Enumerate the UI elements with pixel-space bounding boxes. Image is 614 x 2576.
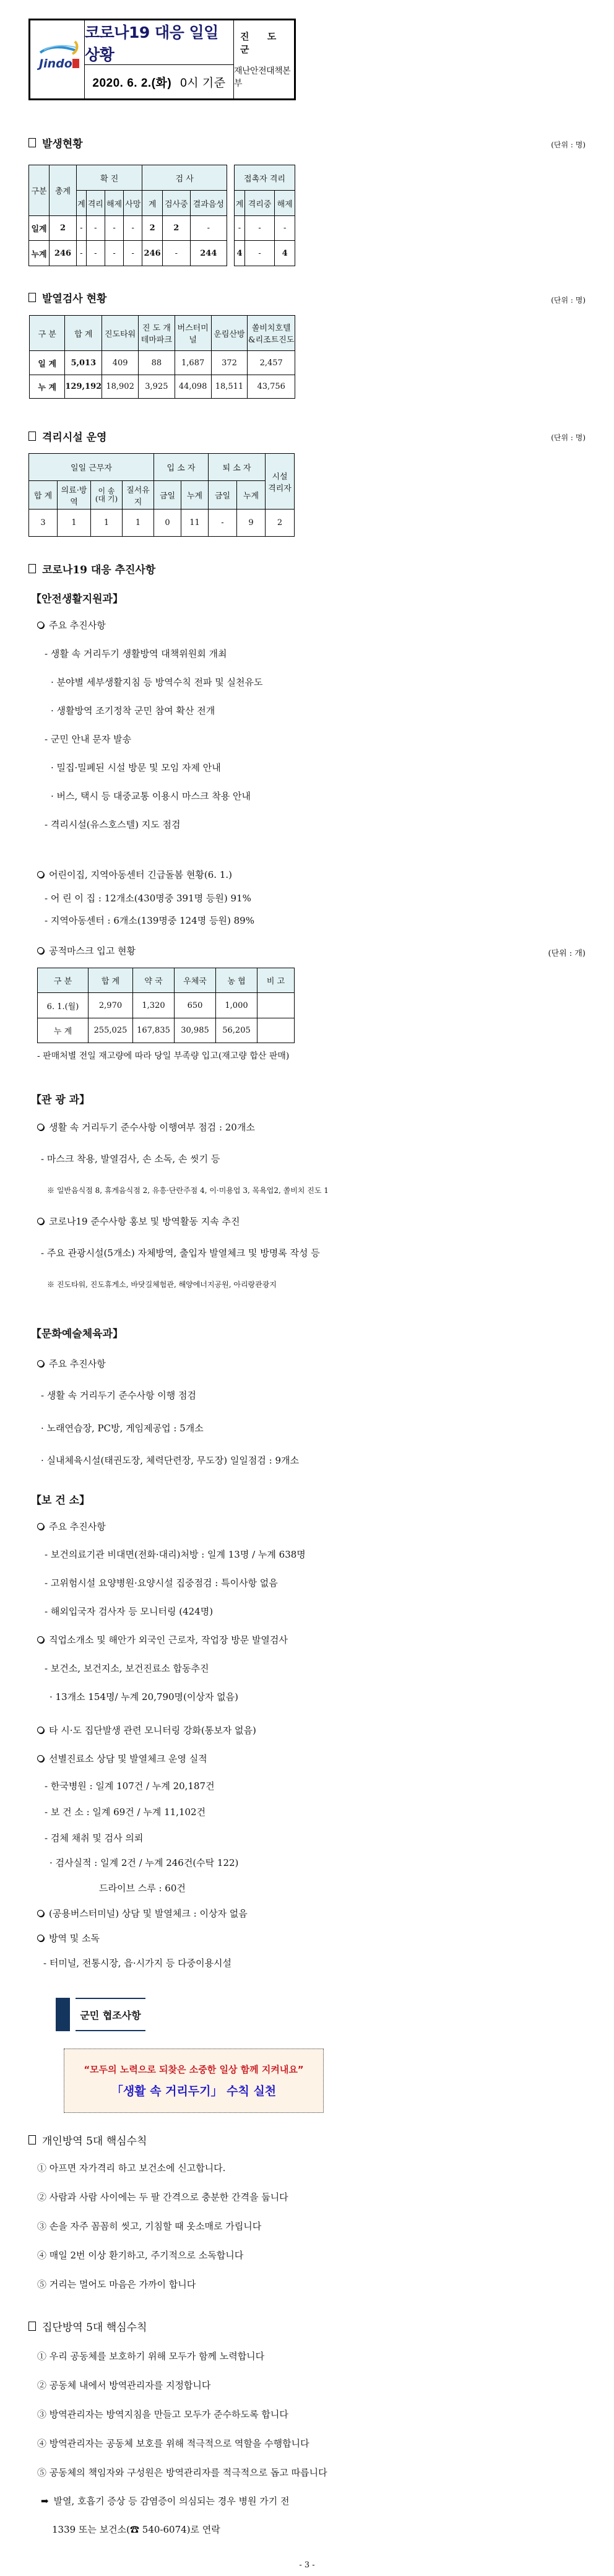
report-date: 2020. 6. 2.(화) bbox=[92, 76, 172, 90]
checkbox-square-icon bbox=[28, 432, 36, 441]
report-title: 코로나19 대응 일일 상황 bbox=[85, 23, 218, 64]
org-dept: 재난안전대책본부 bbox=[234, 66, 291, 89]
circle-bullet-icon bbox=[37, 1755, 44, 1762]
contact-note: ➡ 발열, 호흡기 증상 등 감염증이 의심되는 경우 병원 가기 전 bbox=[41, 2496, 290, 2507]
section-marker-bar bbox=[56, 1998, 70, 2031]
table-row: 누계 246 - - - - 246 - 244 bbox=[29, 241, 227, 266]
list-item: - 검체 채취 및 검사 의뢰 bbox=[45, 1832, 144, 1844]
circle-bullet-icon bbox=[37, 871, 44, 878]
list-item: - 해외입국자 검사자 등 모니터링 (424명) bbox=[45, 1606, 214, 1617]
rule-item: ③ 손을 자주 꼼꼼히 씻고, 기침할 때 옷소매로 가립니다 bbox=[37, 2221, 262, 2232]
dept-safety: 【안전생활지원과】 bbox=[31, 593, 123, 605]
list-item: 코로나19 준수사항 홍보 및 방역활동 지속 추진 bbox=[37, 1215, 240, 1228]
list-item: 생활 속 거리두기 준수사항 이행여부 점검 : 20개소 bbox=[37, 1121, 255, 1134]
mask-note: - 판매처별 전일 재고량에 따라 당일 부족량 입고(재고량 합산 판매) bbox=[37, 1051, 290, 1061]
occurrence-table: 구분 총계 확 진 검 사 계 격리 해제 사망 계 검사중 결과음성 일계 2 - - - - 2 2 - 누계 246 - - - - 246 - 244 bbox=[28, 165, 227, 266]
section-response-heading: 코로나19 대응 추진사항 bbox=[28, 561, 155, 576]
list-item: · 분야별 세부생활지침 등 방역수칙 전파 및 실천유도 bbox=[51, 677, 263, 688]
dept-health: 【보 건 소】 bbox=[31, 1494, 90, 1507]
circle-bullet-icon bbox=[37, 1124, 44, 1130]
list-item: 방역 및 소독 bbox=[37, 1932, 100, 1945]
svg-text:Jindo: Jindo bbox=[39, 57, 72, 71]
unit-label: (단위 : 명) bbox=[551, 433, 586, 442]
table-row: 누 계 129,192 18,902 3,925 44,098 18,511 43,756 bbox=[30, 375, 295, 399]
circle-bullet-icon bbox=[37, 947, 44, 954]
list-item: - 터미널, 전통시장, 읍·시가지 등 다중이용시설 bbox=[43, 1958, 232, 1969]
table-row: 6. 1.(월) 2,970 1,320 650 1,000 bbox=[38, 993, 295, 1018]
list-item: · 생활방역 조기정착 군민 참여 확산 전개 bbox=[51, 705, 215, 716]
group-rules-heading: 집단방역 5대 핵심수칙 bbox=[28, 2318, 147, 2334]
org-name: 진 도 군 bbox=[240, 31, 284, 55]
list-item: - 주요 관광시설(5개소) 자체방역, 출입자 발열체크 및 방명록 작성 등 bbox=[41, 1247, 320, 1259]
contact-table: 접촉자 격리 계 격리중 해제 - - - 4 - 4 bbox=[234, 165, 295, 266]
list-item: - 보건소, 보건지소, 보건진료소 합동추진 bbox=[45, 1663, 209, 1674]
list-item: · 노래연습장, PC방, 게임제공업 : 5개소 bbox=[41, 1423, 204, 1434]
rule-item: ① 우리 공동체를 보호하기 위해 모두가 함께 노력합니다 bbox=[37, 2351, 265, 2362]
circle-bullet-icon bbox=[37, 1935, 44, 1941]
checkbox-square-icon bbox=[28, 2322, 36, 2331]
list-item: · 검사실적 : 일계 2건 / 누계 246건(수탁 122) bbox=[50, 1857, 239, 1868]
rule-item: ④ 매일 2번 이상 환기하고, 주기적으로 소독합니다 bbox=[37, 2250, 244, 2261]
list-item: 공적마스크 입고 현황 bbox=[37, 944, 136, 957]
unit-label: (단위 : 명) bbox=[551, 141, 586, 149]
checkbox-square-icon bbox=[28, 293, 36, 302]
slogan-line-1: “모두의 노력으로 되찾은 소중한 일상 함께 지켜내요” bbox=[84, 2064, 304, 2075]
list-item: - 보건의료기관 비대면(전화·대리)처방 : 일계 13명 / 누계 638명 bbox=[45, 1549, 306, 1560]
title-cell bbox=[85, 20, 234, 65]
logo-cell bbox=[30, 20, 85, 98]
list-item: - 고위험시설 요양병원·요양시설 집중점검 : 특이사항 없음 bbox=[45, 1577, 278, 1589]
list-item: 타 시·도 집단발생 관련 모니터링 강화(통보자 없음) bbox=[37, 1724, 256, 1737]
cooperation-heading: 군민 협조사항 bbox=[76, 1998, 145, 2031]
list-item: 주요 추진사항 bbox=[37, 1357, 106, 1370]
dept-tourism: 【관 광 과】 bbox=[31, 1094, 90, 1106]
rule-item: ② 사람과 사람 사이에는 두 팔 간격으로 충분한 간격을 둡니다 bbox=[37, 2192, 288, 2203]
rule-item: ② 공동체 내에서 방역관리자를 지정합니다 bbox=[37, 2380, 211, 2391]
mask-table: 구 분 합 계 약 국 우체국 농 협 비 고 6. 1.(월) 2,970 1,320 650 1,000 누 계 255,025 167,835 30,985 56,205 bbox=[37, 968, 295, 1043]
list-item: · 13개소 154명/ 누계 20,790명(이상자 없음) bbox=[50, 1691, 238, 1702]
list-item: - 군민 안내 문자 발송 bbox=[45, 734, 132, 745]
list-item: - 마스크 착용, 발열검사, 손 소독, 손 씻기 등 bbox=[41, 1153, 220, 1164]
list-item: · 밀집·밀폐된 시설 방문 및 모임 자제 안내 bbox=[51, 762, 221, 773]
section-occurrence-heading: 발생현황 bbox=[28, 135, 83, 150]
list-item: - 생활 속 거리두기 생활방역 대책위원회 개최 bbox=[45, 648, 227, 659]
circle-bullet-icon bbox=[37, 622, 44, 628]
page-number: - 3 - bbox=[299, 2561, 315, 2570]
list-item: 직업소개소 및 해안가 외국인 근로자, 작업장 방문 발열검사 bbox=[37, 1633, 288, 1646]
list-item: 주요 추진사항 bbox=[37, 618, 106, 631]
contact-note: 1339 또는 보건소(☎ 540-6074)로 연락 bbox=[52, 2524, 220, 2535]
circle-bullet-icon bbox=[37, 1636, 44, 1643]
table-row: 4 - 4 bbox=[235, 241, 295, 266]
list-item: 어린이집, 지역아동센터 긴급돌봄 현황(6. 1.) bbox=[37, 868, 232, 881]
table-row: 일 계 5,013 409 88 1,687 372 2,457 bbox=[30, 351, 295, 375]
list-note: ※ 일반음식점 8, 휴게음식점 2, 유흥·단란주점 4, 이·미용업 3, 목욕업2, 쏠비치 진도 1 bbox=[47, 1186, 329, 1195]
list-item: (공용버스터미널) 상담 및 발열체크 : 이상자 없음 bbox=[37, 1907, 248, 1920]
list-item: 주요 추진사항 bbox=[37, 1520, 106, 1533]
table-row: 누 계 255,025 167,835 30,985 56,205 bbox=[38, 1018, 295, 1043]
jindo-logo-icon bbox=[37, 39, 81, 76]
list-item: - 어 린 이 집 : 12개소(430명중 391명 등원) 91% bbox=[45, 893, 251, 904]
arrow-right-icon: ➡ bbox=[41, 2496, 49, 2507]
rule-item: ⑤ 공동체의 책임자와 구성원은 방역관리자를 적극적으로 돕고 따릅니다 bbox=[37, 2467, 327, 2478]
list-item: · 실내체육시설(태권도장, 체력단련장, 무도장) 일일점검 : 9개소 bbox=[41, 1455, 299, 1466]
slogan-line-2: 「생활 속 거리두기」 수칙 실천 bbox=[111, 2084, 277, 2098]
org-cell bbox=[234, 20, 294, 98]
circle-bullet-icon bbox=[37, 1360, 44, 1367]
checkbox-square-icon bbox=[28, 138, 36, 147]
checkbox-square-icon bbox=[28, 564, 36, 573]
list-item: - 격리시설(유스호스텔) 지도 점검 bbox=[45, 819, 181, 830]
table-row: 일계 2 - - - - 2 2 - bbox=[29, 216, 227, 241]
table-row: - - - bbox=[235, 216, 295, 241]
list-item: - 한국병원 : 일계 107건 / 누계 20,187건 bbox=[45, 1780, 215, 1792]
circle-bullet-icon bbox=[37, 1523, 44, 1530]
checkbox-square-icon bbox=[28, 2135, 36, 2144]
section-fever-heading: 발열검사 현황 bbox=[28, 290, 106, 305]
personal-rules-heading: 개인방역 5대 핵심수칙 bbox=[28, 2132, 147, 2148]
date-cell bbox=[85, 65, 234, 98]
rule-item: ⑤ 거리는 멀어도 마음은 가까이 합니다 bbox=[37, 2279, 196, 2290]
slogan-box bbox=[64, 2049, 324, 2113]
list-item: 선별진료소 상담 및 발열체크 운영 실적 bbox=[37, 1752, 207, 1765]
fever-check-table: 구 분 합 계 진도타워 진 도 개 테마파크 버스터미널 운림산방 쏠비치호텔 &리조트진도 일 계 5,013 409 88 1,687 372 2,457 누 계 129,192 18,902 3,925 44,098 18,511 43,756 bbox=[29, 315, 295, 399]
circle-bullet-icon bbox=[37, 1727, 44, 1733]
rule-item: ③ 방역관리자는 방역지침을 만들고 모두가 준수하도록 합니다 bbox=[37, 2409, 288, 2420]
quarantine-table: 일일 근무자 입 소 자 퇴 소 자 시설 격리자 합 계 의료·방역 이 송 (대 기) 질서유지 금일 누계 금일 누계 3 1 1 1 0 11 - 9 2 bbox=[28, 453, 295, 537]
rule-item: ④ 방역관리자는 공동체 보호를 위해 적극적으로 역할을 수행합니다 bbox=[37, 2438, 309, 2449]
list-item: · 버스, 택시 등 대중교통 이용시 마스크 착용 안내 bbox=[51, 791, 251, 802]
circle-bullet-icon bbox=[37, 1218, 44, 1225]
list-item: - 지역아동센터 : 6개소(139명중 124명 등원) 89% bbox=[45, 915, 254, 926]
report-header bbox=[28, 19, 296, 100]
table-row: 3 1 1 1 0 11 - 9 2 bbox=[29, 510, 295, 537]
unit-label: (단위 : 개) bbox=[548, 949, 586, 958]
list-item: - 보 건 소 : 일계 69건 / 누계 11,102건 bbox=[45, 1806, 206, 1818]
report-basis: 0시 기준 bbox=[180, 76, 226, 90]
dept-culture: 【문화예술체육과】 bbox=[31, 1328, 123, 1340]
circle-bullet-icon bbox=[37, 1910, 44, 1917]
list-item: - 생활 속 거리두기 준수사항 이행 점검 bbox=[41, 1390, 197, 1401]
section-quarantine-heading: 격리시설 운영 bbox=[28, 428, 106, 444]
list-item: 드라이브 스루 : 60건 bbox=[99, 1883, 186, 1894]
unit-label: (단위 : 명) bbox=[551, 296, 586, 305]
list-note: ※ 진도타워, 진도휴게소, 바닷길체험관, 해양에너지공원, 아리랑관광지 bbox=[47, 1280, 277, 1289]
rule-item: ① 아프면 자가격리 하고 보건소에 신고합니다. bbox=[37, 2162, 226, 2174]
